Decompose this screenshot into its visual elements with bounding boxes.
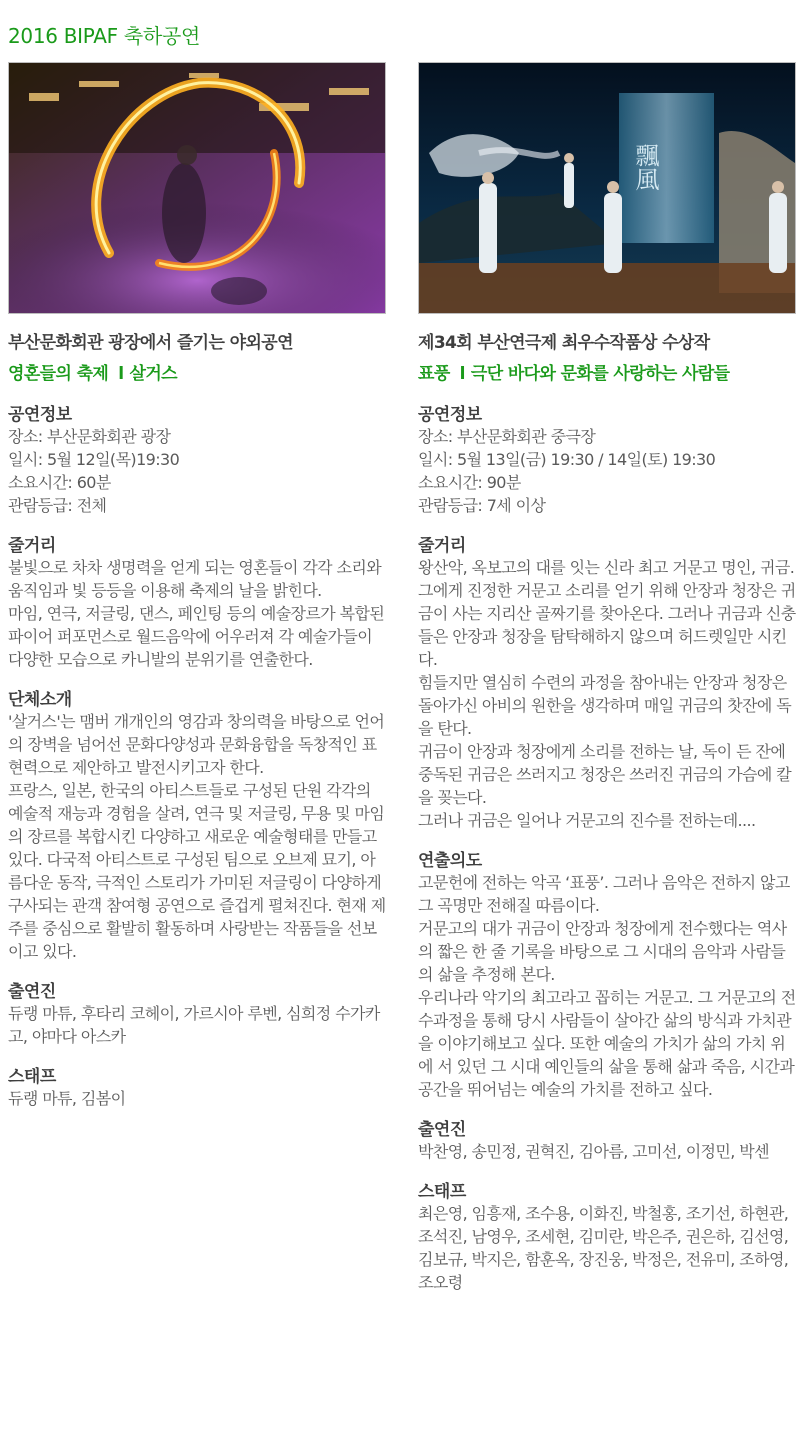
staff-heading: 스태프 [418,1182,466,1202]
synopsis-paragraph: 그러나 귀금은 일어나 거문고의 진수를 전하는데.... [418,811,756,830]
synopsis-paragraph: 귀금이 안장과 청장에게 소리를 전하는 날, 독이 든 잔에 중독된 귀금은 쓰러지고 청장은 쓰러진 귀금의 가슴에 칼을 꽂는다. [418,742,792,807]
directing-intent-paragraph: 고문헌에 전하는 악곡 ‘표풍’. 그러나 음악은 전하지 않고 그 곡명만 전해질 따름이다. [418,873,790,915]
synopsis-heading: 줄거리 [8,536,56,556]
performance-subtitle: 제34회 부산연극제 최우수작품상 수상작 [418,333,710,353]
show-title [8,359,386,384]
performance-subtitle: 부산문화회관 광장에서 즐기는 야외공연 [8,333,293,353]
cast-heading: 출연진 [418,1120,466,1140]
show-title [418,359,796,384]
synopsis-paragraph: 힘들지만 열심히 수련의 과정을 참아내는 안장과 청장은 돌아가신 아비의 원한을 생각하며 매일 귀금의 찻잔에 독을 탄다. [418,673,792,738]
group-intro-paragraph: '살거스'는 맴버 개개인의 영감과 창의력을 바탕으로 언어의 장벽을 넘어선 문화다양성과 문화융합을 독창적인 표현력으로 제안하고 발전시키고자 한다. [8,712,385,777]
left-performance-column [8,62,386,1110]
right-performance-column [418,62,796,1294]
staff-heading: 스태프 [8,1067,56,1087]
synopsis-paragraph: 불빛으로 차차 생명력을 얻게 되는 영혼들이 각각 소리와 움직임과 빛 등등을 이용해 축제의 날을 밝힌다. [8,558,382,600]
show-company: 극단 바다와 문화를 사랑하는 사람들 [470,364,730,384]
directing-intent-heading: 연출의도 [418,851,482,871]
group-intro-paragraph: 프랑스, 일본, 한국의 아티스트들로 구성된 단원 각각의 예술적 재능과 경험을 살려, 연극 및 저글링, 무용 및 마임의 장르를 복합시킨 다양하고 새로운 예술형태를 만들고 있다. 다국적 아티스트로 구성된 팀으로 오브제 묘기, 아름다운 동작, 극적인 스토리가 가미된 저글링이 다양하게 구사되는 관객 참여형 공연으로 즐겁게 펼쳐진다. 현재 제주를 중심으로 활발히 활동하며 사랑받는 작품들을 선보이고 있다. [8,781,386,961]
synopsis-paragraph: 마임, 연극, 저글링, 댄스, 페인팅 등의 예술장르가 복합된 파이어 퍼포먼스로 월드음악에 어우러져 각 예술가들이 다양한 모습으로 카니발의 분위기를 연출한다. [8,604,385,669]
staff-list: 최은영, 임흥재, 조수용, 이화진, 박철홍, 조기선, 하현관, 조석진, 남영우, 조세현, 김미란, 박은주, 권은하, 김선영, 김보규, 박지은, 함훈옥, 장진웅, 박정은, 전유미, 조하영, 조오령 [418,1204,789,1292]
info-date: 일시: 5월 12일(목)19:30 [8,450,180,469]
page-title: 2016 BIPAF 축하공연 [8,24,200,48]
show-company: 살거스 [129,364,177,384]
directing-intent-paragraph: 우리나라 악기의 최고라고 꼽히는 거문고. 그 거문고의 전수과정을 통해 당시 사람들이 살아간 삶의 방식과 가치관을 이야기해보고 싶다. 또한 예술의 가치가 삶의 가치 위에 서 있던 그 시대 예인들의 삶을 통해 삶과 죽음, 시간과 공간을 뛰어넘는 예술의 가치를 전하고 싶다. [418,988,796,1099]
show-name: 표풍 [418,364,450,384]
info-duration: 소요시간: 60분 [8,473,111,492]
fire-performance-photo [8,62,386,314]
cast-heading: 출연진 [8,982,56,1002]
synopsis-paragraph: 왕산악, 옥보고의 대를 잇는 신라 최고 거문고 명인, 귀금. [418,558,795,577]
directing-intent-paragraph: 거문고의 대가 귀금이 안장과 청장에게 전수했다는 역사의 짧은 한 줄 기록을 바탕으로 그 시대의 음악과 사람들의 삶을 추정해 본다. [418,919,787,984]
info-rating: 관람등급: 전체 [8,496,107,515]
show-name: 영혼들의 축제 [8,364,109,384]
cast-list: 박찬영, 송민정, 권혁진, 김아름, 고미선, 이정민, 박센 [418,1142,769,1161]
info-venue: 장소: 부산문화회관 광장 [8,427,171,446]
title-separator: l [118,364,124,384]
synopsis-paragraph: 그에게 진정한 거문고 소리를 얻기 위해 안장과 청장은 귀금이 사는 지리산 골짜기를 찾아온다. 그러나 귀금과 신충들은 안장과 청장을 탐탁해하지 않으며 허드렛일만 시킨다. [418,581,796,669]
synopsis-heading: 줄거리 [418,536,466,556]
stage-performance-photo [418,62,796,314]
info-rating: 관람등급: 7세 이상 [418,496,546,515]
title-separator: l [459,364,465,384]
info-heading: 공연정보 [8,405,72,425]
cast-list: 듀랭 마튜, 후타리 코헤이, 가르시아 루벤, 심희정 수가카 고, 야마다 아스카 [8,1004,380,1046]
stage-banner-text: 飄風 [631,143,659,191]
staff-list: 듀랭 마튜, 김봄이 [8,1089,126,1108]
info-date: 일시: 5월 13일(금) 19:30 / 14일(토) 19:30 [418,450,716,469]
info-duration: 소요시간: 90분 [418,473,521,492]
group-intro-heading: 단체소개 [8,690,72,710]
info-venue: 장소: 부산문화회관 중극장 [418,427,596,446]
info-heading: 공연정보 [418,405,482,425]
